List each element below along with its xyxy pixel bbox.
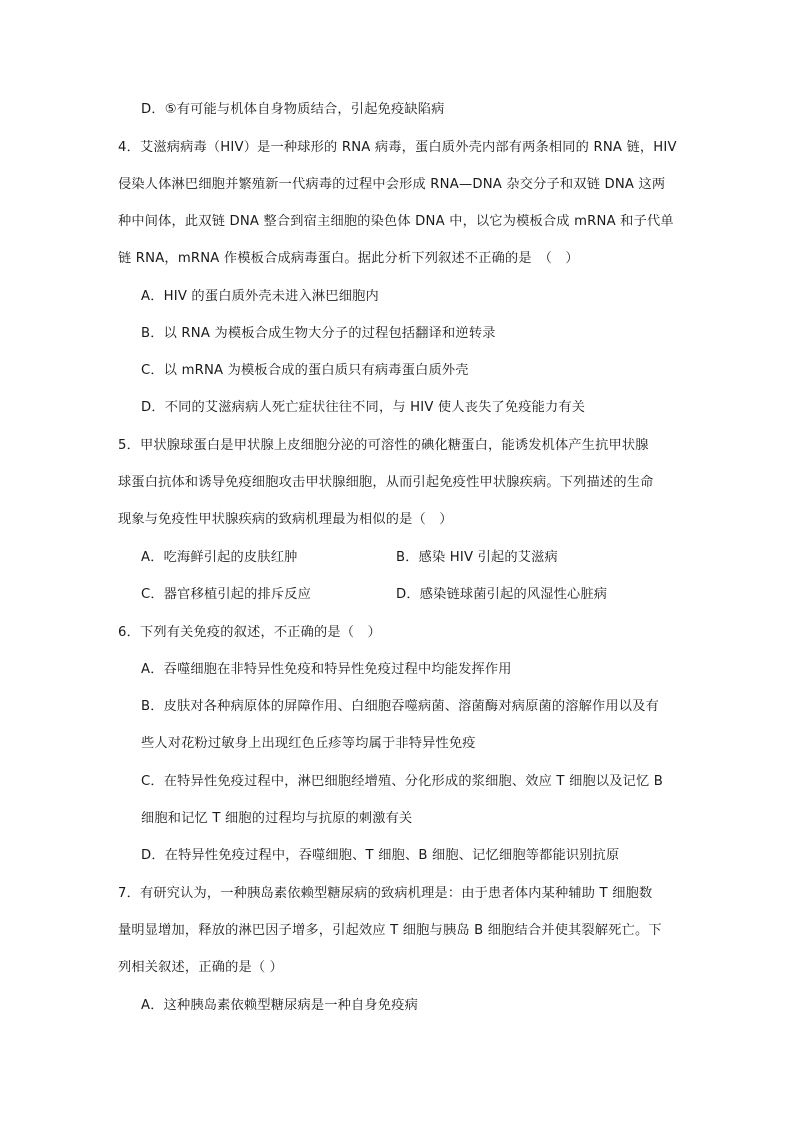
q6-option-c-cont: 细胞和记忆 T 细胞的过程均与抗原的刺激有关 xyxy=(141,811,413,826)
q6-stem-line: 6．下列有关免疫的叙述，不正确的是（ ） xyxy=(118,625,381,640)
q4-option-a: A．HIV 的蛋白质外壳未进入淋巴细胞内 xyxy=(141,289,379,304)
q6-option-c: C．在特异性免疫过程中，淋巴细胞经增殖、分化形成的浆细胞、效应 T 细胞以及记忆 B xyxy=(141,774,664,789)
q7-option-a: A．这种胰岛素依赖型糖尿病是一种自身免疫病 xyxy=(141,998,418,1013)
q6-option-a: A．吞噬细胞在非特异性免疫和特异性免疫过程中均能发挥作用 xyxy=(141,662,512,677)
q6-option-d: D．在特异性免疫过程中，吞噬细胞、T 细胞、B 细胞、记忆细胞等都能识别抗原 xyxy=(141,848,620,863)
q5-option-d: D．感染链球菌引起的风湿性心脏病 xyxy=(396,587,608,602)
q5-option-b: B．感染 HIV 引起的艾滋病 xyxy=(396,550,558,565)
q4-stem-line: 侵染人体淋巴细胞并繁殖新一代病毒的过程中会形成 RNA—DNA 杂交分子和双链 DNA 这两 xyxy=(118,177,666,192)
q4-option-d: D．不同的艾滋病病人死亡症状往往不同，与 HIV 使人丧失了免疫能力有关 xyxy=(141,400,586,415)
q5-option-a: A．吃海鲜引起的皮肤红肿 xyxy=(141,550,298,565)
q3-option-d: D．⑤有可能与机体自身物质结合，引起免疫缺陷病 xyxy=(141,102,445,117)
q5-stem-line: 球蛋白抗体和诱导免疫细胞攻击甲状腺细胞，从而引起免疫性甲状腺疾病。下列描述的生命 xyxy=(118,475,654,490)
q6-option-b: B．皮肤对各种病原体的屏障作用、白细胞吞噬病菌、溶菌酶对病原菌的溶解作用以及有 xyxy=(141,699,659,714)
q5-option-c: C．器官移植引起的排斥反应 xyxy=(141,587,312,602)
q7-stem-line: 量明显增加，释放的淋巴因子增多，引起效应 T 细胞与胰岛 B 细胞结合并使其裂解死亡。下 xyxy=(118,923,662,938)
q4-stem-line: 链 RNA，mRNA 作模板合成病毒蛋白。据此分析下列叙述不正确的是 （ ） xyxy=(118,251,579,266)
q4-stem-line: 4．艾滋病病毒（HIV）是一种球形的 RNA 病毒，蛋白质外壳内部有两条相同的 RNA 链，HIV xyxy=(118,140,677,155)
q6-option-b-cont: 些人对花粉过敏身上出现红色丘疹等均属于非特异性免疫 xyxy=(141,736,476,751)
q7-stem-line: 列相关叙述，正确的是（ ） xyxy=(118,960,284,975)
q5-stem-line: 现象与免疫性甲状腺疾病的致病机理最为相似的是（ ） xyxy=(118,512,453,527)
q4-option-c: C．以 mRNA 为模板合成的蛋白质只有病毒蛋白质外壳 xyxy=(141,363,469,378)
q7-stem-line: 7．有研究认为，一种胰岛素依赖型糖尿病的致病机理是：由于患者体内某种辅助 T 细胞数 xyxy=(118,886,653,901)
q4-option-b: B．以 RNA 为模板合成生物大分子的过程包括翻译和逆转录 xyxy=(141,326,496,341)
q4-stem-line: 种中间体，此双链 DNA 整合到宿主细胞的染色体 DNA 中，以它为模板合成 mRNA 和子代单 xyxy=(118,214,674,229)
q5-stem-line: 5．甲状腺球蛋白是甲状腺上皮细胞分泌的可溶性的碘化糖蛋白，能诱发机体产生抗甲状腺 xyxy=(118,438,649,453)
